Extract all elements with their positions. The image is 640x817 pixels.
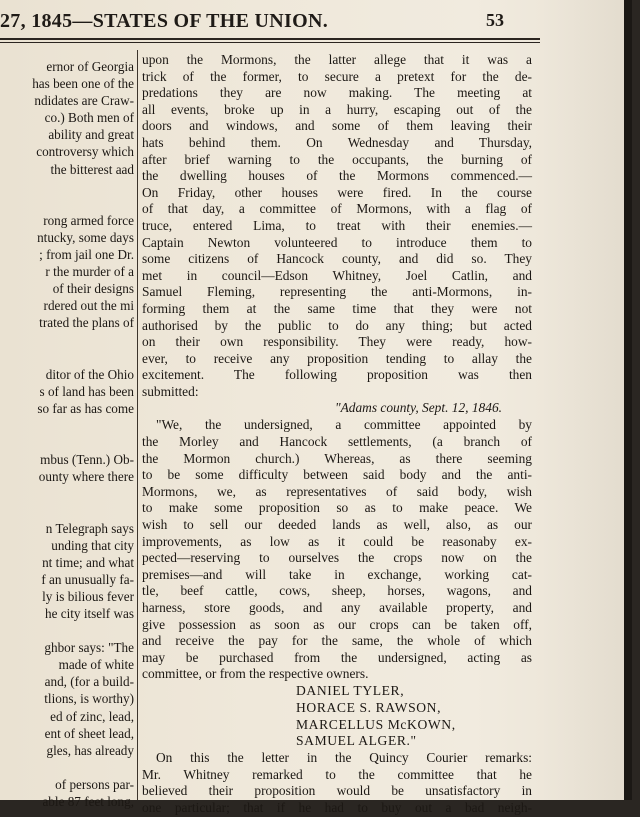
text-line: on their own responsibility. They were ready, how-	[142, 334, 532, 350]
text-line: Mormons, we, as representatives of said body, wish	[142, 483, 532, 499]
left-column-line: of persons par-	[55, 776, 134, 792]
left-column-line: mbus (Tenn.) Ob-	[40, 452, 134, 468]
text-line: one particular; that if he had to buy out a bad neigh-	[142, 799, 532, 815]
left-column-line	[0, 178, 134, 195]
paragraph-mormon-report	[142, 52, 532, 400]
left-column-line: he city itself was	[45, 606, 134, 621]
left-column-line: s of land has been	[39, 383, 134, 399]
text-line: committee, or from the respective owners.	[142, 666, 369, 682]
page-shading	[540, 0, 632, 800]
left-column-line	[0, 502, 134, 519]
left-column-line: trated the plans of	[39, 315, 134, 331]
signature-name: HORACE S. RAWSON,	[296, 699, 442, 715]
text-line: premises—and will take in exchange, working cat-	[142, 566, 532, 582]
left-column-line: rdered out the mi	[43, 298, 134, 314]
text-line: all events, broke up in a hurry, escaping out of the	[142, 101, 532, 117]
left-column-line	[0, 434, 134, 451]
left-column-line	[0, 485, 134, 502]
text-line: the dwelling houses of the Mormons commenced.—	[142, 168, 532, 184]
left-column-line: co.) Both men of	[44, 110, 134, 126]
text-line: pected—reserving to ourselves the crops now on the	[142, 550, 532, 566]
left-column-line: ability and great	[48, 127, 134, 143]
left-column-line: controversy which	[36, 144, 134, 160]
running-header-title: 27, 1845—STATES OF THE UNION.	[0, 10, 329, 32]
text-line: some citizens of Hancock county, and did so. They	[142, 251, 532, 267]
header-rule-thick	[0, 38, 540, 40]
text-line: tle, beef cattle, cows, sheep, horses, wagons, and	[142, 583, 532, 599]
signature-block	[142, 683, 532, 750]
left-column-line: unding that city	[51, 537, 134, 553]
text-line: to make some proposition so as to make peace. We	[142, 500, 532, 516]
text-line: improvements, as low as it could be reasonaby ex-	[142, 533, 532, 549]
text-line: harness, store goods, and any available property, and	[142, 600, 532, 615]
text-line: the Morley and Hancock settlements, (a branch of	[142, 434, 532, 450]
left-column-line	[0, 349, 134, 366]
text-line: may be purchased from the undersigned, acting as	[142, 649, 532, 665]
signature-name: MARCELLUS McKOWN,	[296, 716, 456, 732]
text-line: Mr. Whitney remarked to the committee that he	[142, 766, 532, 782]
text-line: hats behind them. On Wednesday and Thursday,	[142, 134, 532, 150]
text-line: On Friday, other houses were fired. In the course	[142, 184, 532, 200]
left-column-line: able 87 feet long,	[42, 794, 134, 810]
left-column-line: ghbor says: "The	[44, 640, 134, 656]
column-divider	[137, 50, 138, 800]
left-column-line	[0, 622, 134, 639]
text-line: excitement. The following proposition was then	[142, 367, 532, 383]
text-line: On this the letter in the Quincy Courier remarks:	[156, 750, 532, 766]
paragraph-proposition	[142, 417, 532, 683]
text-line: wish to sell our deeded lands as well, also, as our	[142, 517, 532, 533]
text-line: of that day, a committee of Mormons, with a flag of	[142, 201, 532, 217]
left-column-line: n Telegraph says	[45, 520, 134, 536]
left-column-line: the bitterest aad	[50, 161, 134, 177]
text-line: trick of the former, to secure a pretext for the de-	[142, 68, 532, 84]
text-line: to be some difficulty between said body and the anti-	[142, 467, 532, 483]
left-column-line	[0, 417, 134, 434]
page-edge	[624, 0, 632, 800]
signature-name: DANIEL TYLER,	[296, 682, 405, 698]
text-line: met in council—Edson Whitney, Joel Catlin, and	[142, 267, 532, 283]
text-line: authorised by the public to do any thing; but acted	[142, 317, 532, 333]
left-column-line: ditor of the Ohio	[45, 366, 134, 382]
text-line: predations they are now making. The meeting at	[142, 85, 532, 101]
left-column-line: ounty where there	[38, 469, 134, 485]
text-line: submitted:	[142, 383, 199, 399]
left-column-line: ntucky, some days	[37, 229, 134, 245]
text-line: after brief warning to the occupants, the burning of	[142, 151, 532, 167]
left-column-line	[0, 332, 134, 349]
left-column-line: rong armed force	[43, 212, 134, 228]
text-line: believed their proposition would be unsatisfactory in	[142, 783, 532, 799]
header-rule-thin	[0, 42, 540, 43]
text-line: the Mormon church.) Whereas, as there seeming	[142, 450, 532, 466]
paragraph-quincy-courier	[142, 750, 532, 816]
left-column-text	[0, 58, 134, 810]
left-column-line: ; from jail one Dr.	[39, 247, 134, 263]
left-column-line: f an unusually fa-	[41, 571, 134, 587]
left-column-line: ent of sheet lead,	[44, 725, 134, 741]
text-line: ever, to receive any proposition tending to allay the	[142, 350, 532, 366]
text-line: and receive the pay for the same, the whole of which	[142, 633, 532, 649]
left-column-line: nt time; and what	[42, 554, 134, 570]
left-column-line	[0, 195, 134, 212]
left-column-line: has been one of the	[32, 76, 134, 92]
page-number: 53	[486, 10, 504, 30]
left-column-line: so far as has come	[37, 400, 134, 416]
text-line: Samuel Fleming, representing the anti-Mormons, in-	[142, 284, 532, 300]
text-line: upon the Mormons, the latter allege that it was a	[142, 52, 532, 67]
left-column-line: r the murder of a	[45, 264, 134, 280]
text-line: Captain Newton volunteered to introduce them to	[142, 234, 532, 250]
signature-name: SAMUEL ALGER."	[296, 733, 417, 749]
dateline: "Adams county, Sept. 12, 1846.	[334, 400, 502, 416]
left-column-line: ed of zinc, lead,	[50, 708, 134, 724]
left-column-line: and, (for a build-	[44, 674, 134, 690]
left-column-line: ly is bilious fever	[42, 588, 134, 604]
left-column-line: made of white	[58, 657, 134, 673]
main-column-text	[142, 52, 532, 817]
left-column-line: tlions, is worthy)	[44, 691, 134, 707]
left-column-line	[0, 759, 134, 776]
text-line: forming them at the same time that they were not	[142, 300, 532, 316]
left-column-line: of their designs	[52, 281, 134, 297]
text-line: doors and windows, and some of them leaving their	[142, 118, 532, 134]
left-column-line: ndidates are Craw-	[34, 93, 134, 109]
text-line: give possession as soon as our crops can be taken off,	[142, 616, 532, 632]
left-column-line: ernor of Georgia	[46, 59, 134, 74]
text-line: "We, the undersigned, a committee appointed by	[156, 417, 532, 433]
text-line: truce, entered Lima, to treat with their enemies.—	[142, 217, 532, 233]
left-column-line: gles, has already	[46, 742, 134, 758]
